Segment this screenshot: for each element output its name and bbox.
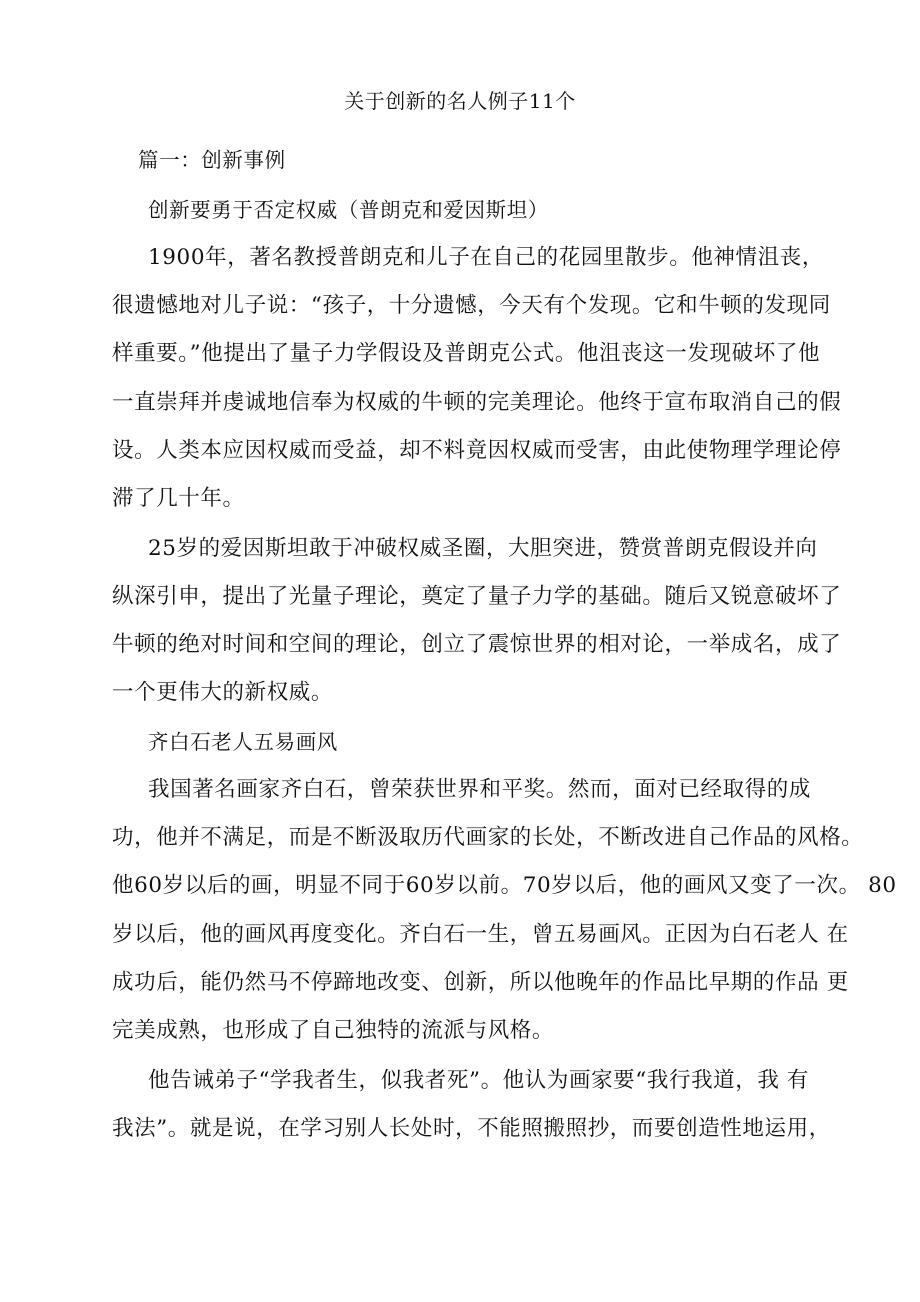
story1-para1-line: 一直崇拜并虔诚地信奉为权威的牛顿的完美理论。他终于宣布取消自己的假 xyxy=(112,390,842,415)
story1-para1-line: 样重要。”他提出了量子力学假设及普朗克公式。他沮丧这一发现破坏了他 xyxy=(112,341,821,366)
story1-para2-line: 25岁的爱因斯坦敢于冲破权威圣圈，大胆突进，赞赏普朗克假设并向 xyxy=(148,536,818,561)
story1-para1-line: 1900年，著名教授普朗克和儿子在自己的花园里散步。他神情沮丧， xyxy=(148,245,824,270)
story2-para1-line: 功，他并不满足，而是不断汲取历代画家的长处，不断改进自己作品的风格。 xyxy=(112,825,864,850)
story1-para2-line: 牛顿的绝对时间和空间的理论，创立了震惊世界的相对论，一举成名，成了 xyxy=(112,632,842,657)
section-heading: 篇一：创新事例 xyxy=(138,148,286,172)
story2-para2-line: 我法”。就是说，在学习别人长处时，不能照搬照抄，而要创造性地运用， xyxy=(112,1116,831,1141)
story1-para1-line: 很遗憾地对儿子说：“孩子，十分遗憾，今天有个发现。它和牛顿的发现同 xyxy=(112,293,831,318)
story1-heading: 创新要勇于否定权威（普朗克和爱因斯坦） xyxy=(148,198,549,222)
story2-para1-line: 完美成熟，也形成了自己独特的流派与风格。 xyxy=(112,1018,555,1043)
story2-para1-line: 成功后，能仍然马不停蹄地改变、创新，所以他晚年的作品比早期的作品 更 xyxy=(112,970,849,995)
story2-para1-line: 岁以后，他的画风再度变化。齐白石一生，曾五易画风。正因为白石老人 在 xyxy=(112,922,849,947)
story1-para2-line: 纵深引申，提出了光量子理论，奠定了量子力学的基础。随后又锐意破坏了 xyxy=(112,584,842,609)
story2-para2-line: 他告诫弟子“学我者生，似我者死”。他认为画家要“我行我道，我 有 xyxy=(148,1068,810,1093)
story1-para1-line: 设。人类本应因权威而受益，却不料竟因权威而受害，由此使物理学理论停 xyxy=(112,438,842,463)
story2-heading: 齐白石老人五易画风 xyxy=(148,730,338,754)
story1-para2-line: 一个更伟大的新权威。 xyxy=(112,680,334,705)
document-title: 关于创新的名人例子11个 xyxy=(344,89,576,113)
story2-para1-line: 我国著名画家齐白石，曾荣获世界和平奖。然而，面对已经取得的成 xyxy=(148,777,812,802)
story2-para1-line: 他60岁以后的画，明显不同于60岁以前。70岁以后，他的画风又变了一次。 80 xyxy=(112,873,897,898)
story1-para1-line: 滞了几十年。 xyxy=(112,486,245,511)
